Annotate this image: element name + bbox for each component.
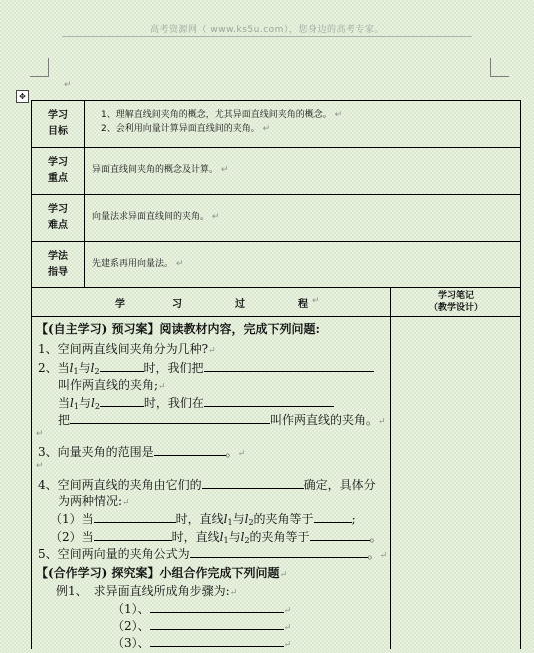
notes-header: 学习笔记 （教学设计） [428,291,483,313]
process-header-char: 学 [115,299,127,310]
paragraph-mark: ↵ [36,461,44,471]
label-column-divider [84,100,85,288]
question-4-line-2: 为两种情况:↵ [58,494,130,508]
row-divider [31,194,521,195]
question-2-line-3: 当$l_1$与$l_2$ 时，我们在 [58,394,334,415]
question-1: 1、空间两直线间夹角分为几种?↵ [38,342,216,356]
difficulties-text: 向量法求异面直线间的夹角。 ↵ [92,212,220,222]
objectives-text: 1、理解直线间夹角的概念，尤其异面直线间夹角的概念。 ↵ 2、会利用向量计算异面直线间的夹角。 ↵ [101,110,343,134]
process-header-char: 习 [172,299,184,310]
question-2-line-2: 叫作两直线的夹角;↵ [58,378,166,392]
example-step: （1）、 ↵ [112,602,292,616]
question-5: 5、空间两向量的夹角公式为 。↵ [38,547,388,561]
example-step: （2）、 ↵ [112,619,292,633]
row-divider [31,241,521,242]
row-divider [31,287,521,288]
example-step: （3）、 ↵ [112,636,292,650]
row-label-difficulties: 学习 难点 [48,204,68,231]
method-text: 先建系再用向量法。 ↵ [92,259,184,269]
row-divider [31,316,521,317]
key-points-text: 异面直线间夹角的概念及计算。 ↵ [92,165,229,175]
question-4-case-1: （1）当 时，直线$l_1$与$l_2$的夹角等于 ; [50,512,356,527]
example-1: 例1、 求异面直线所成角步骤为:↵ [56,584,238,598]
paragraph-mark: ↵ [64,80,72,90]
margin-corner-right [490,58,509,77]
margin-corner-left [30,58,49,77]
page-header: 高考资源网（ www.ks5u.com），您身边的高考专家。 [150,25,384,35]
row-label-key-points: 学习 重点 [48,157,68,184]
row-label-method: 学法 指导 [48,251,68,278]
question-3: 3、向量夹角的范围是 。↵ [38,445,246,459]
section-title-cooperative: 【(合作学习) 探究案】小组合作完成下列问题↵ [36,566,288,580]
row-divider [31,147,521,148]
notes-column-divider [390,287,391,649]
table-border-right [520,100,521,649]
question-4-line-1: 4、空间两直线的夹角由它们的 确定，具体分 [38,478,376,492]
paragraph-mark: ↵ [312,296,320,306]
table-move-handle-icon[interactable]: ✥ [16,90,29,103]
paragraph-mark: ↵ [36,429,44,439]
process-header-char: 过 [235,299,247,310]
row-label-objectives: 学习 目标 [48,110,68,137]
header-rule [62,36,472,37]
question-2-line-1: 2、当$l_1$与$l_2$ 时，我们把 [38,359,374,380]
question-4-case-2: （2）当 时，直线$l_1$与$l_2$的夹角等于 。 [50,530,382,545]
table-border-top [31,100,521,101]
process-header-char: 程 [298,299,310,310]
question-2-line-4: 把 叫作两直线的夹角。↵ [58,413,386,427]
section-title-self-study: 【(自主学习) 预习案】阅读教材内容，完成下列问题: [36,322,320,336]
